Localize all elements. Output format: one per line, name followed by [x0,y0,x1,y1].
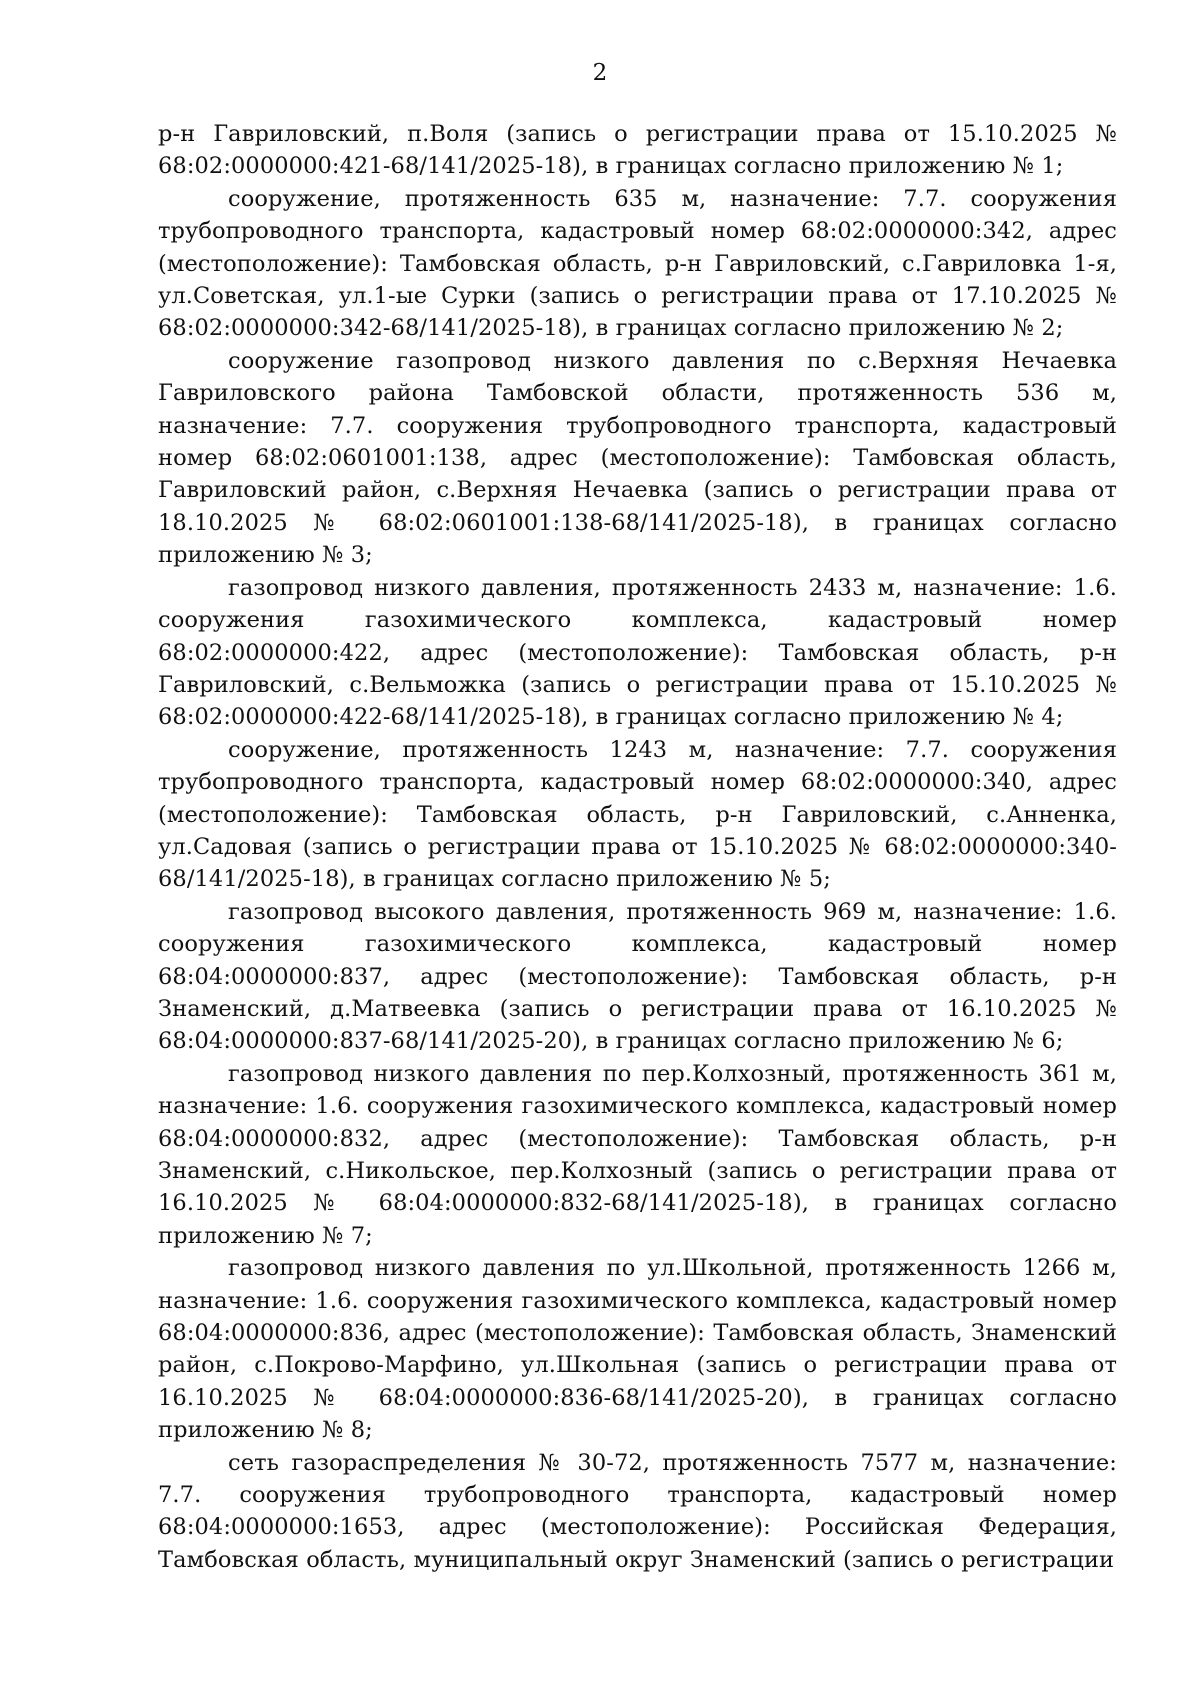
paragraph-gas-network: сеть газораспределения № 30-72, протяженность 7577 м, назначение: 7.7. сооружения трубопроводного транспорта, кадастровый номер 68:04:0000000:1653, адрес (местоположение): Российская Федерация, Тамбовская область, муниципальный округ Знаменский (запись о регистрации [158,1449,1117,1573]
paragraph-structure-appendix-6: газопровод высокого давления, протяженность 969 м, назначение: 1.6. сооружения газохимического комплекса, кадастровый номер 68:04:0000000:837, адрес (местоположение): Тамбовская область, р-н Знаменский, д.Матвеевка (запись о регистрации права от 16.10.2025 № 68:04:0000000:837-68/141/2025-20), в границах согласно приложению № 6; [158,898,1117,1055]
paragraph-structure-appendix-5: сооружение, протяженность 1243 м, назначение: 7.7. сооружения трубопроводного транспорта, кадастровый номер 68:02:0000000:340, адрес (местоположение): Тамбовская область, р-н Гавриловский, с.Анненка, ул.Садовая (запись о регистрации права от 15.10.2025 № 68:02:0000000:340-68/141/2025-18), в границах согласно приложению № 5; [158,736,1117,893]
page-number: 2 [592,60,608,86]
document-body [158,118,1117,1576]
paragraph-structure-appendix-4: газопровод низкого давления, протяженность 2433 м, назначение: 1.6. сооружения газохимического комплекса, кадастровый номер 68:02:0000000:422, адрес (местоположение): Тамбовская область, р-н Гавриловский, с.Вельможка (запись о регистрации права от 15.10.2025 № 68:02:0000000:422-68/141/2025-18), в границах согласно приложению № 4; [158,574,1117,731]
paragraph-structure-appendix-8: газопровод низкого давления по ул.Школьной, протяженность 1266 м, назначение: 1.6. сооружения газохимического комплекса, кадастровый номер 68:04:0000000:836, адрес (местоположение): Тамбовская область, Знаменский район, с.Покрово-Марфино, ул.Школьная (запись о регистрации права от 16.10.2025 № 68:04:0000000:836-68/141/2025-20), в границах согласно приложению № 8; [158,1255,1117,1444]
paragraph-structure-appendix-3: сооружение газопровод низкого давления по с.Верхняя Нечаевка Гавриловского района Тамбовской области, протяженность 536 м, назначение: 7.7. сооружения трубопроводного транспорта, кадастровый номер 68:02:0601001:138, адрес (местоположение): Тамбовская область, Гавриловский район, с.Верхняя Нечаевка (запись о регистрации права от 18.10.2025 № 68:02:0601001:138-68/141/2025-18), в границах согласно приложению № 3; [158,347,1117,569]
paragraph-structure-appendix-7: газопровод низкого давления по пер.Колхозный, протяженность 361 м, назначение: 1.6. сооружения газохимического комплекса, кадастровый номер 68:04:0000000:832, адрес (местоположение): Тамбовская область, р-н Знаменский, с.Никольское, пер.Колхозный (запись о регистрации права от 16.10.2025 № 68:04:0000000:832-68/141/2025-18), в границах согласно приложению № 7; [158,1060,1117,1249]
paragraph-continuation: р-н Гавриловский, п.Воля (запись о регистрации права от 15.10.2025 № 68:02:0000000:421-68/141/2025-18), в границах согласно приложению № 1; [158,121,1117,180]
paragraph-structure-appendix-2: сооружение, протяженность 635 м, назначение: 7.7. сооружения трубопроводного транспорта, кадастровый номер 68:02:0000000:342, адрес (местоположение): Тамбовская область, р-н Гавриловский, с.Гавриловка 1-я, ул.Советская, ул.1-ые Сурки (запись о регистрации права от 17.10.2025 № 68:02:0000000:342-68/141/2025-18), в границах согласно приложению № 2; [158,185,1117,342]
